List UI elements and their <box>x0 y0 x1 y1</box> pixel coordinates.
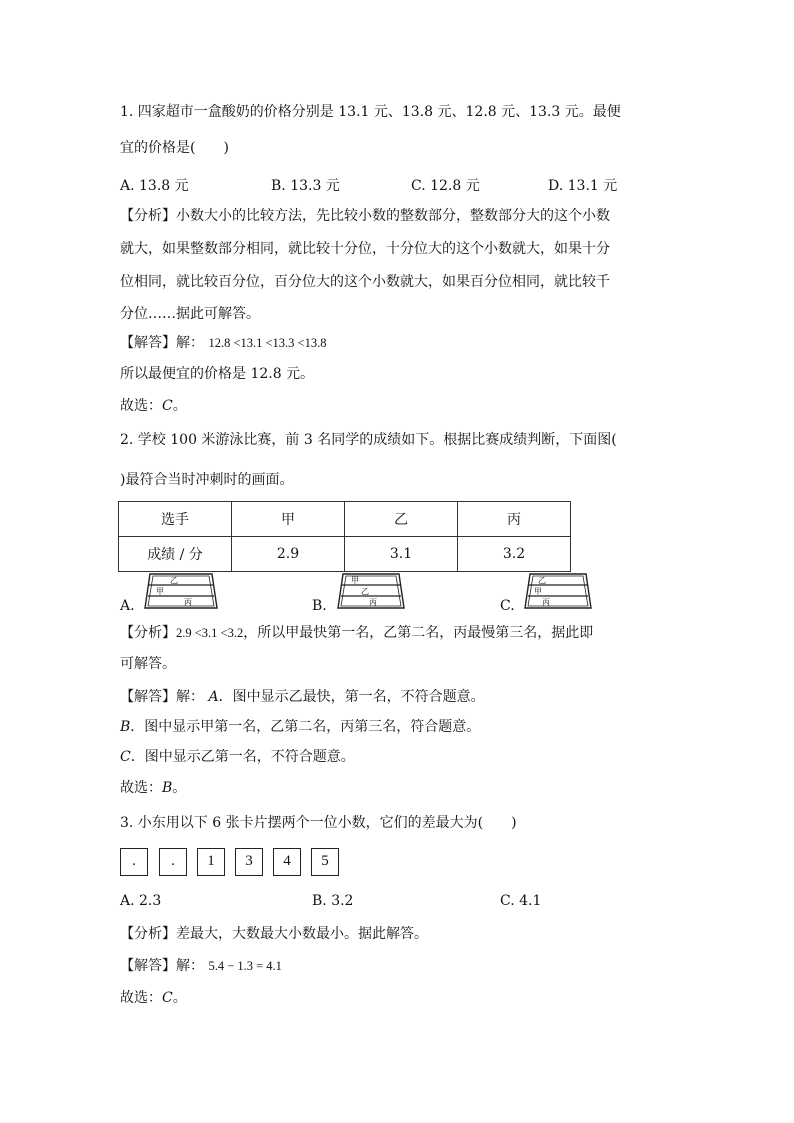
table-cell: 2.9 <box>232 537 345 572</box>
number-card: 1 <box>197 848 225 876</box>
analysis-tag: 【分析】 <box>120 625 176 641</box>
q3-option-a: A. 2.3 <box>120 893 162 909</box>
table-cell: 甲 <box>232 502 345 537</box>
q2-answer-line2: B．图中显示甲第一名，乙第二名，丙第三名，符合题意。 <box>120 719 481 735</box>
q2-choice: 故选：B。 <box>120 780 187 796</box>
table-row <box>119 537 571 572</box>
q3-option-b: B. 3.2 <box>312 893 354 909</box>
q3-answer: 【解答】解： 5.4 − 1.3 = 4.1 <box>120 958 282 974</box>
q1-option-b: B. 13.3 元 <box>271 178 340 194</box>
number-card: 5 <box>311 848 339 876</box>
pool-picture-c <box>524 573 592 609</box>
swimmer-mark: 甲 <box>534 587 542 596</box>
table-cell: 选手 <box>119 502 232 537</box>
number-card: . <box>159 848 187 876</box>
q1-option-d: D. 13.1 元 <box>548 178 618 194</box>
table-cell: 3.2 <box>458 537 571 572</box>
swimmer-mark: 甲 <box>351 576 359 585</box>
q3-option-c: C. 4.1 <box>500 893 542 909</box>
q2-stem-line1: 2. 学校 100 米游泳比赛，前 3 名同学的成绩如下。根据比赛成绩判断，下面图( <box>120 432 617 448</box>
q1-analysis-line3: 位相同，就比较百分位，百分位大的这个小数就大，如果百分位相同，就比较千 <box>120 274 610 290</box>
q1-answer-line1: 【解答】解： 12.8 <13.1 <13.3 <13.8 <box>120 335 327 351</box>
pool-picture-b <box>337 573 405 609</box>
number-card: 3 <box>235 848 263 876</box>
q2-picture-c-label: C. <box>500 598 515 614</box>
q1-stem-line1: 1. 四家超市一盒酸奶的价格分别是 13.1 元、13.8 元、12.8 元、13.3 元。最便 <box>120 104 621 120</box>
q1-answer-line2: 所以最便宜的价格是 12.8 元。 <box>120 366 315 382</box>
q1-answer-math: 12.8 <13.1 <13.3 <13.8 <box>208 336 327 350</box>
q2-analysis-line2: 可解答。 <box>120 656 176 672</box>
swimmer-mark: 丙 <box>184 598 192 607</box>
swimmer-mark: 乙 <box>538 576 546 585</box>
q1-option-c: C. 12.8 元 <box>411 178 480 194</box>
q1-analysis-line1: 【分析】小数大小的比较方法，先比较小数的整数部分，整数部分大的这个小数 <box>120 208 610 224</box>
q1-analysis-line4: 分位……据此可解答。 <box>120 306 260 322</box>
q1-option-a: A. 13.8 元 <box>120 178 189 194</box>
number-card: . <box>120 848 148 876</box>
answer-tag: 【解答】 <box>120 335 176 351</box>
pool-picture-a <box>144 573 218 609</box>
answer-tag: 【解答】 <box>120 958 176 974</box>
q2-answer-line1: 【解答】解： A．图中显示乙最快，第一名，不符合题意。 <box>120 689 485 705</box>
table-cell: 3.1 <box>345 537 458 572</box>
q3-analysis: 【分析】差最大，大数最大小数最小。据此解答。 <box>120 926 428 942</box>
swimmer-mark: 丙 <box>369 598 377 607</box>
swimmer-mark: 乙 <box>361 587 369 596</box>
answer-tag: 【解答】 <box>120 689 176 705</box>
score-table <box>118 501 571 572</box>
q2-stem-line2: )最符合当时冲刺时的画面。 <box>120 472 294 488</box>
table-cell: 乙 <box>345 502 458 537</box>
analysis-tag: 【分析】 <box>120 208 176 224</box>
analysis-tag: 【分析】 <box>120 926 176 942</box>
swimmer-mark: 丙 <box>542 598 550 607</box>
q2-analysis-line1: 【分析】2.9 <3.1 <3.2，所以甲最快第一名，乙第二名，丙最慢第三名，据此即 <box>120 625 594 641</box>
table-header-row <box>119 502 571 537</box>
q2-picture-b-label: B. <box>312 598 327 614</box>
q1-choice: 故选：C。 <box>120 398 187 414</box>
q2-answer-line3: C．图中显示乙第一名，不符合题意。 <box>120 749 355 765</box>
q2-picture-a-label: A. <box>120 598 135 614</box>
swimmer-mark: 乙 <box>170 576 178 585</box>
q1-stem-line2: 宜的价格是( ) <box>120 140 229 156</box>
q3-stem: 3. 小东用以下 6 张卡片摆两个一位小数，它们的差最大为( ) <box>120 815 517 831</box>
q1-analysis-line2: 就大，如果整数部分相同，就比较十分位，十分位大的这个小数就大，如果十分 <box>120 241 610 257</box>
number-card: 4 <box>273 848 301 876</box>
table-cell: 成绩 / 分 <box>119 537 232 572</box>
swimmer-mark: 甲 <box>156 587 164 596</box>
table-cell: 丙 <box>458 502 571 537</box>
q3-choice: 故选：C。 <box>120 990 187 1006</box>
